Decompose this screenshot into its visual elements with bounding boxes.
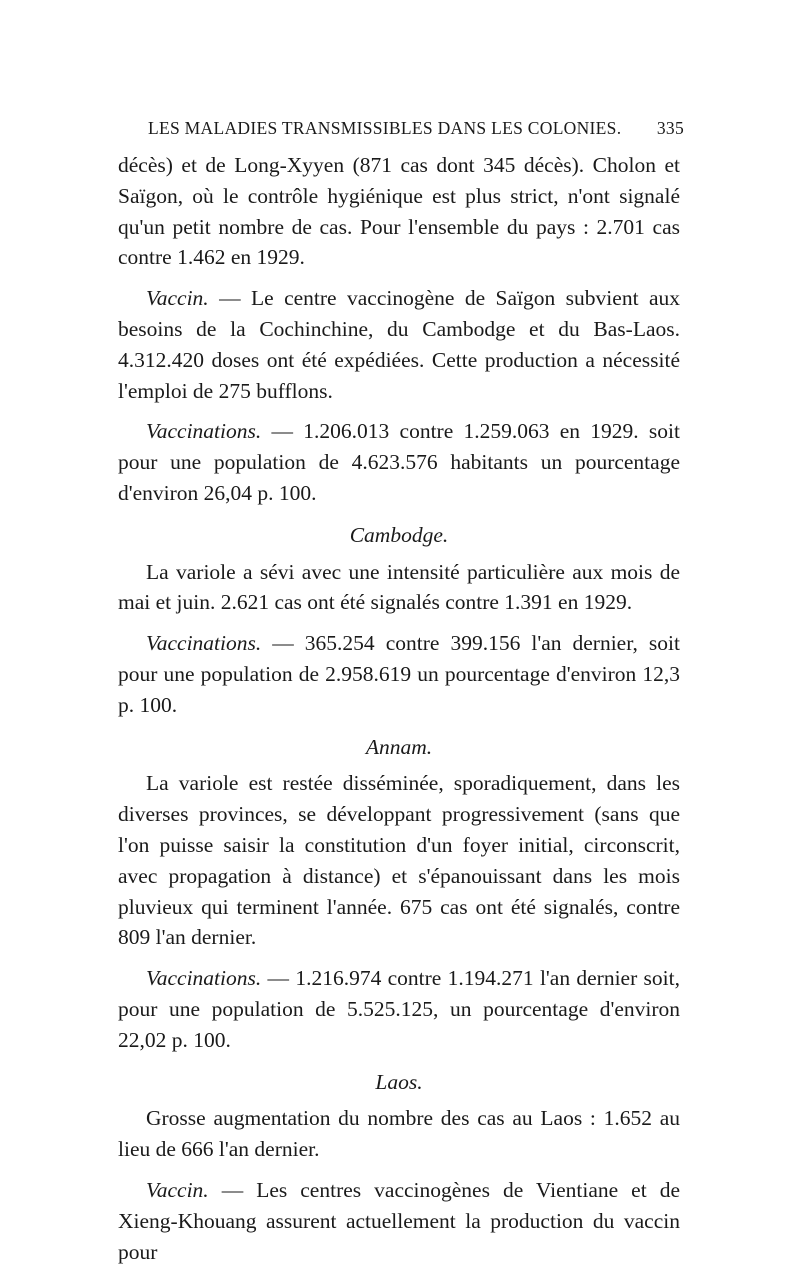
run-in-heading: Vaccinations. [146,419,262,444]
paragraph-text: — 1.216.974 contre 1.194.271 l'an dernier soit, pour une population de 5.525.125, un pourcentage d'environ 22,02 p. 100. [118,966,680,1052]
paragraph-continuation: décès) et de Long-Xyyen (871 cas dont 345 décès). Cholon et Saïgon, où le contrôle hygiénique est plus strict, n'ont signalé qu'un petit nombre de cas. Pour l'ensemble du pays : 2.701 cas contre 1.462 en 1929. [118,153,680,270]
page-header [148,118,684,144]
paragraph-cambodge: La variole a sévi avec une intensité particulière aux mois de mai et juin. 2.621 cas ont été signalés contre 1.391 en 1929. [118,559,680,615]
page-body [118,150,680,1267]
paragraph-text: — 1.206.013 contre 1.259.063 en 1929. soit pour une population de 4.623.576 habitants un pourcentage d'environ 26,04 p. 100. [118,419,680,505]
paragraph-text: — Les centres vaccinogènes de Vientiane et de Xieng-Khouang assurent actuellement la production du vaccin pour [118,1177,680,1264]
run-in-heading: Vaccin. [146,1177,209,1202]
paragraph-text: — 365.254 contre 399.156 l'an dernier, soit pour une population de 2.958.619 un pourcentage d'environ 12,3 p. 100. [118,631,680,717]
paragraph-vaccinations-cochinchine [118,416,680,508]
paragraph-vaccinations-annam [118,963,680,1055]
paragraph-vaccin-laos [118,1175,680,1267]
run-in-heading: Vaccinations. [146,966,262,991]
section-heading-annam: Annam. [365,734,433,759]
running-title: LES MALADIES TRANSMISSIBLES DANS LES COLONIES. [148,118,622,138]
paragraph-laos: Grosse augmentation du nombre des cas au Laos : 1.652 au lieu de 666 l'an dernier. [118,1106,680,1162]
paragraph-annam: La variole est restée disséminée, sporadiquement, dans les diverses provinces, se développant progressivement (sans que l'on puisse saisir la constitution d'un foyer initial, circonscrit, avec propagation à distance) et s'épanouissant dans les mois pluvieux qui terminent l'année. 675 cas ont été signalés, contre 809 l'an dernier. [118,771,680,950]
page-number: 335 [656,118,684,138]
paragraph-vaccin-cochinchine [118,283,680,406]
section-heading-laos: Laos. [375,1069,423,1094]
run-in-heading: Vaccin. [146,286,209,311]
run-in-heading: Vaccinations. [146,631,262,656]
section-heading-cambodge: Cambodge. [349,522,449,547]
paragraph-text: — Le centre vaccinogène de Saïgon subvient aux besoins de la Cochinchine, du Cambodge et du Bas-Laos. 4.312.420 doses ont été expédiées. Cette production a nécessité l'emploi de 275 bufflons. [118,286,680,403]
paragraph-vaccinations-cambodge [118,628,680,720]
